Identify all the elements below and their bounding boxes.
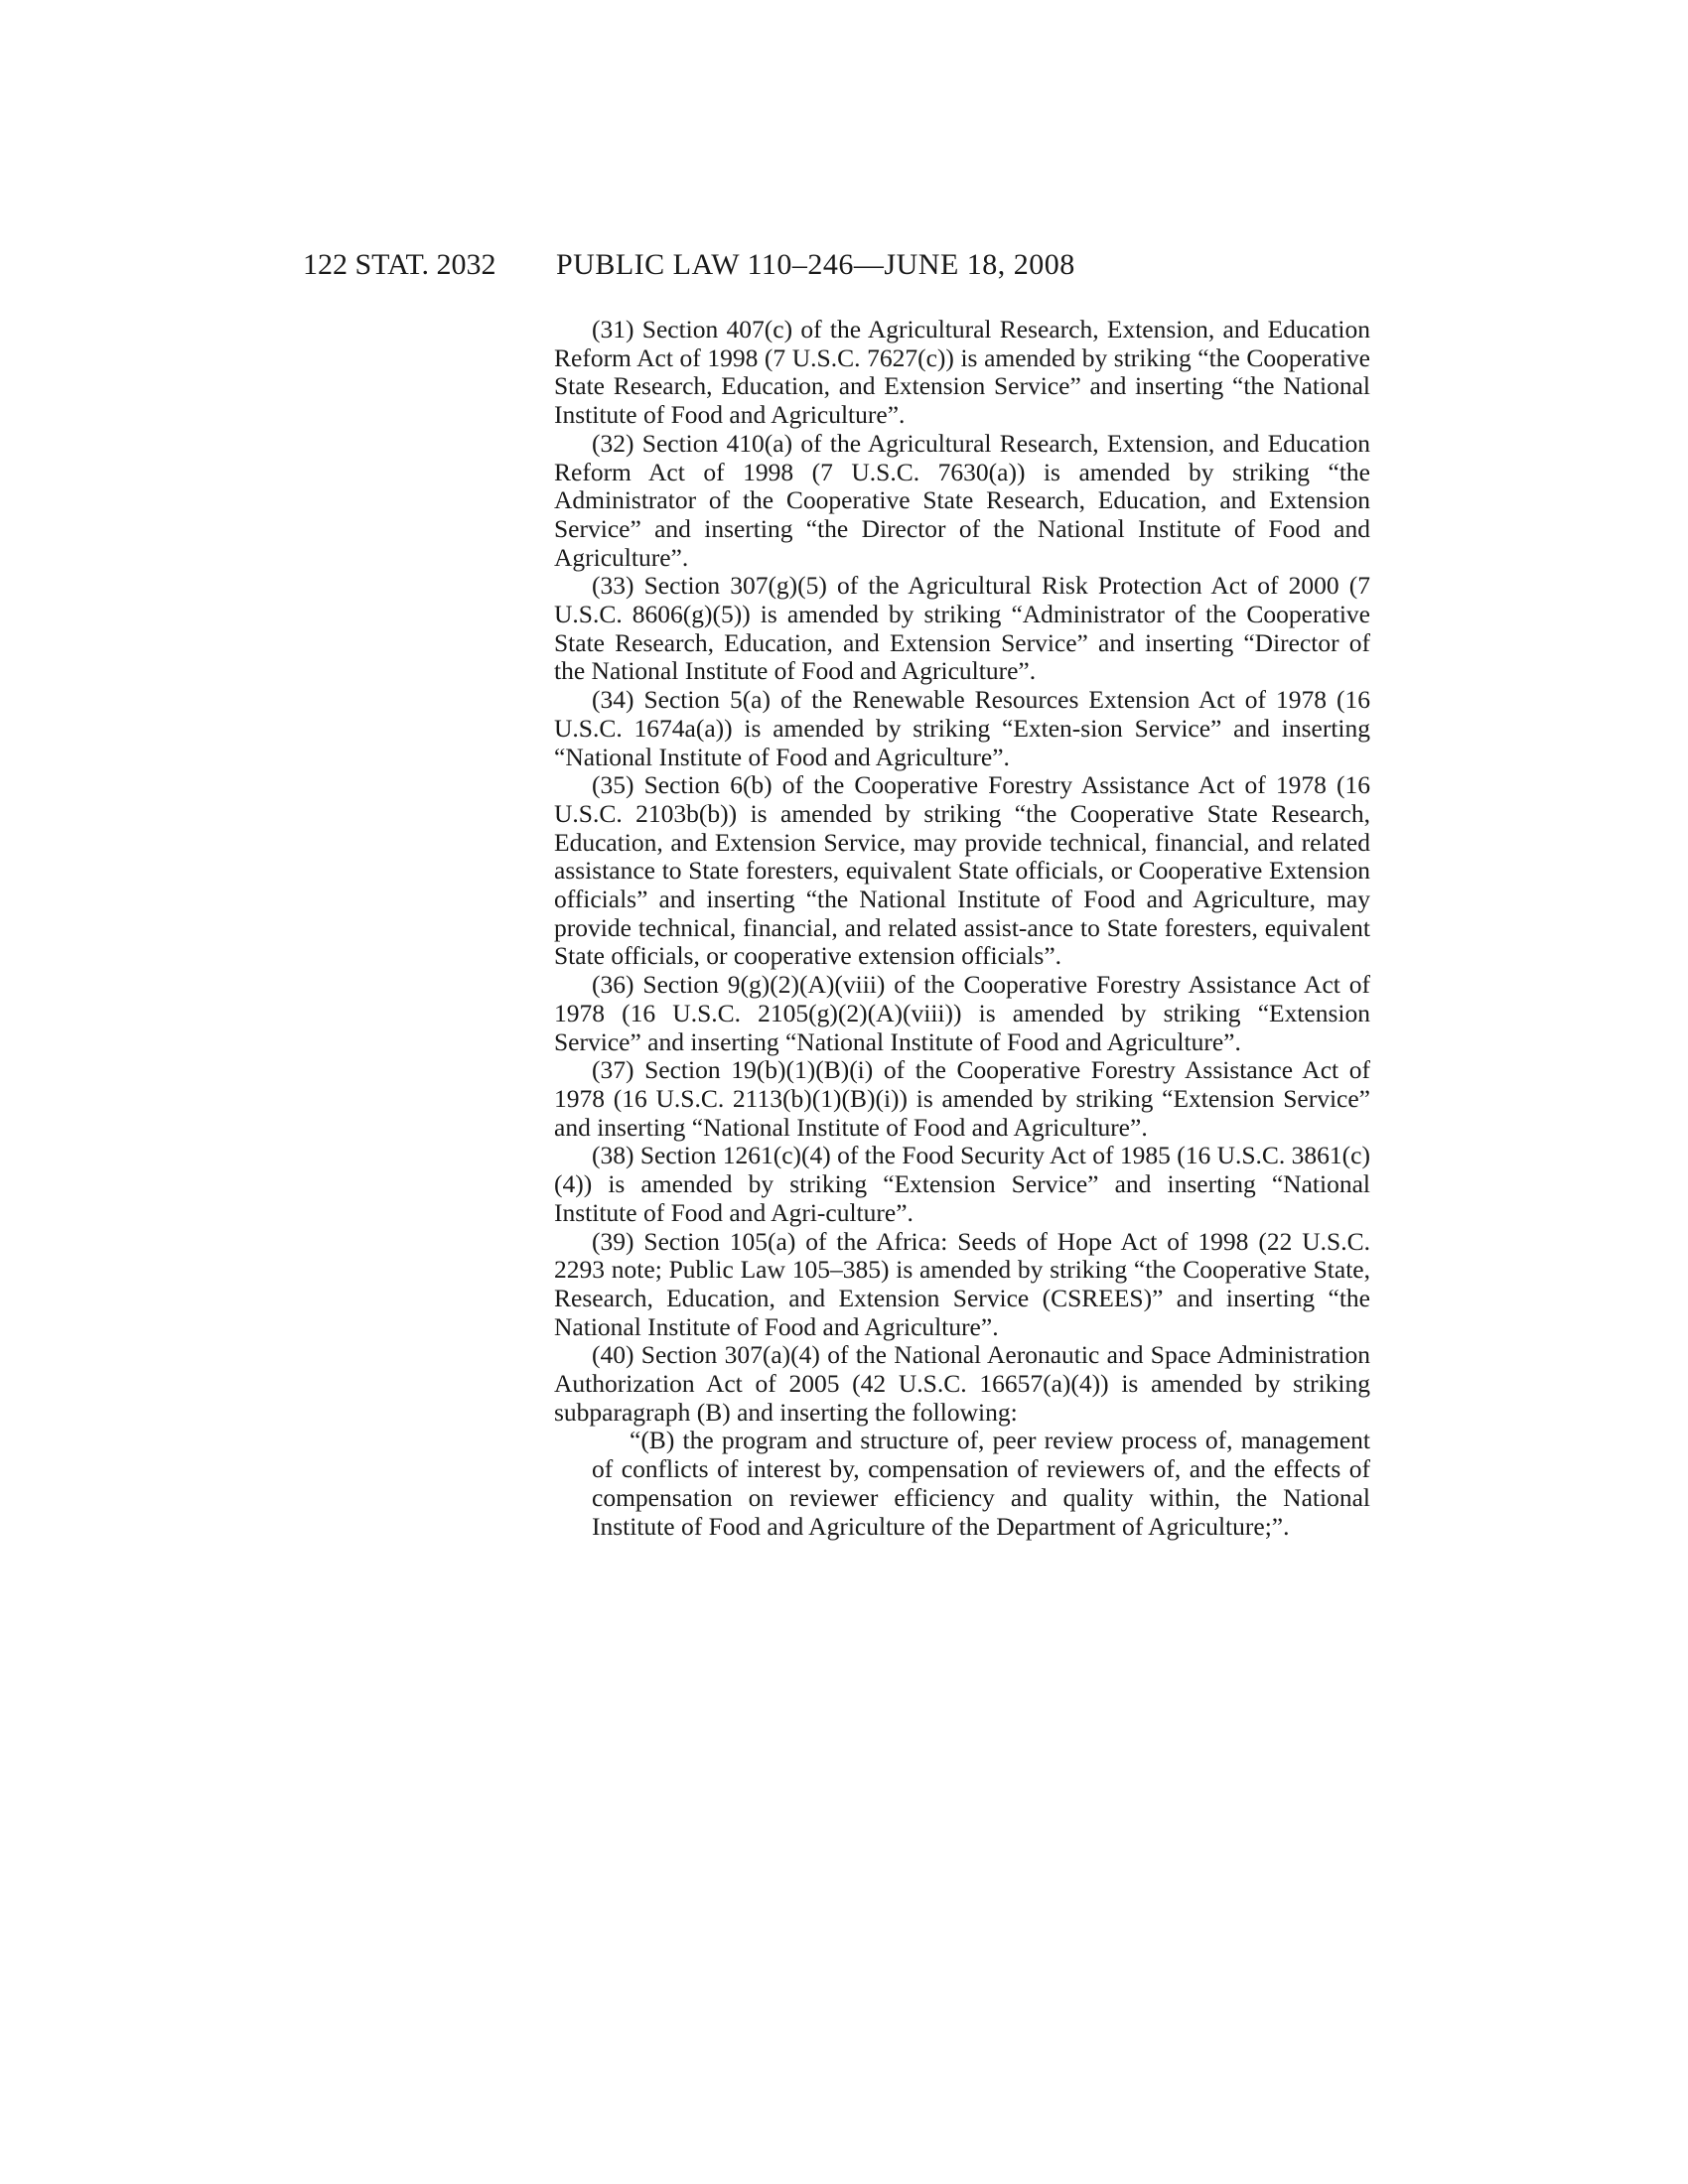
paragraph-33: (33) Section 307(g)(5) of the Agricultural Risk Protection Act of 2000 (7 U.S.C. 8606(g)(5)) is amended by striking “Administrator of the Cooperative State Research, Education, and Extension Service” and inserting “Director of the National Institute of Food and Agriculture”. [554, 571, 1370, 686]
paragraph-40: (40) Section 307(a)(4) of the National Aeronautic and Space Administration Authorization Act of 2005 (42 U.S.C. 16657(a)(4)) is amended by striking subparagraph (B) and inserting the following: [554, 1340, 1370, 1427]
quoted-subparagraph-b: “(B) the program and structure of, peer review process of, management of conflicts of interest by, compensation of reviewers of, and the effects of compensation on reviewer efficiency and quality within, the National Institute of Food and Agriculture of the Department of Agriculture;”. [592, 1426, 1370, 1541]
paragraph-35: (35) Section 6(b) of the Cooperative Forestry Assistance Act of 1978 (16 U.S.C. 2103b(b)) is amended by striking “the Cooperative State Research, Education, and Extension Service, may provide technical, financial, and related assistance to State foresters, equivalent State officials, or Cooperative Extension officials” and inserting “the National Institute of Food and Agriculture, may provide technical, financial, and related assist-ance to State foresters, equivalent State officials, or cooperative extension officials”. [554, 770, 1370, 971]
paragraph-38: (38) Section 1261(c)(4) of the Food Security Act of 1985 (16 U.S.C. 3861(c)(4)) is amended by striking “Extension Service” and inserting “National Institute of Food and Agri-culture”. [554, 1141, 1370, 1227]
statute-page-number: 122 STAT. 2032 [303, 248, 496, 281]
paragraph-36: (36) Section 9(g)(2)(A)(viii) of the Cooperative Forestry Assistance Act of 1978 (16 U.S.C. 2105(g)(2)(A)(viii)) is amended by striking “Extension Service” and inserting “National Institute of Food and Agriculture”. [554, 970, 1370, 1056]
document-body [554, 316, 1370, 1541]
page-header [0, 248, 1688, 288]
paragraph-34: (34) Section 5(a) of the Renewable Resources Extension Act of 1978 (16 U.S.C. 1674a(a)) is amended by striking “Exten-sion Service” and inserting “National Institute of Food and Agriculture”. [554, 685, 1370, 771]
public-law-title: PUBLIC LAW 110–246—JUNE 18, 2008 [556, 248, 1075, 281]
paragraph-39: (39) Section 105(a) of the Africa: Seeds of Hope Act of 1998 (22 U.S.C. 2293 note; Public Law 105–385) is amended by striking “the Cooperative State, Research, Education, and Extension Service (CSREES)” and inserting “the National Institute of Food and Agriculture”. [554, 1226, 1370, 1341]
paragraph-31: (31) Section 407(c) of the Agricultural Research, Extension, and Education Reform Act of 1998 (7 U.S.C. 7627(c)) is amended by striking “the Cooperative State Research, Education, and Extension Service” and inserting “the National Institute of Food and Agriculture”. [554, 315, 1370, 430]
paragraph-32: (32) Section 410(a) of the Agricultural Research, Extension, and Education Reform Act of 1998 (7 U.S.C. 7630(a)) is amended by striking “the Administrator of the Cooperative State Research, Education, and Extension Service” and inserting “the Director of the National Institute of Food and Agriculture”. [554, 428, 1370, 572]
paragraph-37: (37) Section 19(b)(1)(B)(i) of the Cooperative Forestry Assistance Act of 1978 (16 U.S.C. 2113(b)(1)(B)(i)) is amended by striking “Extension Service” and inserting “National Institute of Food and Agriculture”. [554, 1055, 1370, 1142]
